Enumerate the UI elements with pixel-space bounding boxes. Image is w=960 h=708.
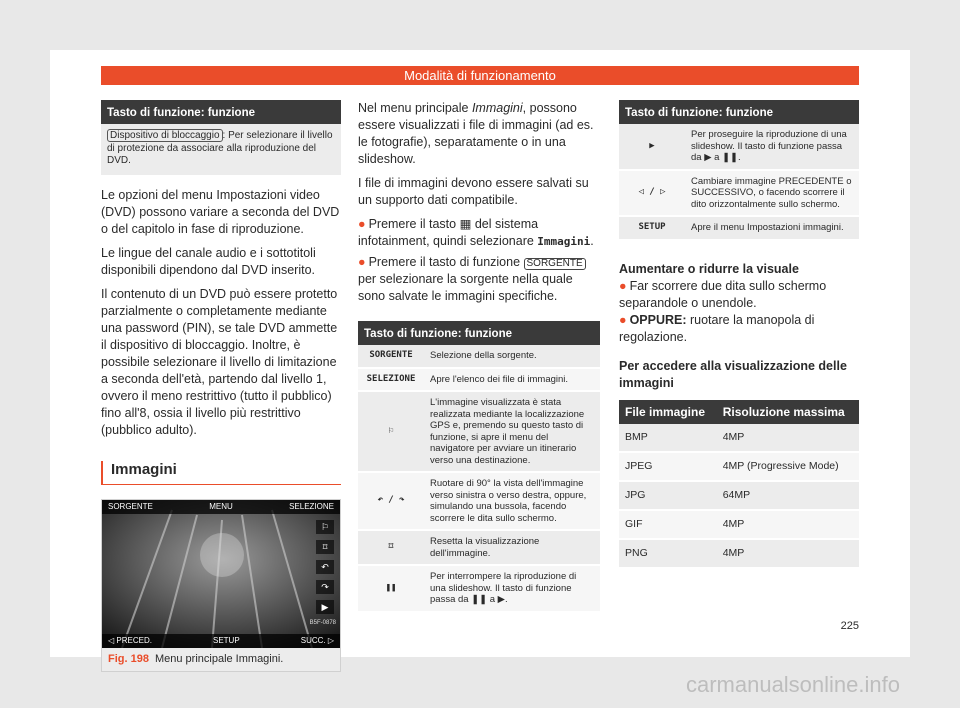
reset-view-icon[interactable]: ⌑	[316, 540, 334, 554]
function-description: Apre l'elenco dei file di immagini.	[424, 368, 600, 392]
function-key: ↶ / ↷	[358, 472, 424, 530]
screen-image	[102, 500, 340, 648]
figure-code: B5F-0878	[309, 619, 336, 626]
file-format-cell: JPEG	[619, 452, 717, 481]
screen-source-button[interactable]: SORGENTE	[108, 502, 153, 511]
page-number: 225	[840, 620, 859, 632]
text-bold: OPPURE:	[629, 312, 687, 327]
function-key-tag: Dispositivo di bloccaggio	[107, 129, 223, 142]
screen-top-bar	[102, 500, 340, 514]
function-description: Resetta la visualizzazione dell'immagine.	[424, 530, 600, 565]
bullet-icon: ●	[358, 255, 366, 269]
file-format-cell: GIF	[619, 510, 717, 539]
function-key: SETUP	[619, 216, 685, 240]
rotate-right-icon[interactable]: ↷	[316, 580, 334, 594]
paragraph: Le opzioni del menu Impostazioni video (DVD) possono variare a seconda del DVD o del capitolo in fase di riproduzione.	[101, 187, 340, 236]
text: Premere il tasto di funzione	[368, 255, 524, 269]
bullet-item	[619, 278, 859, 312]
resolution-table	[619, 400, 859, 569]
text: , possono essere visualizzati i file di immagini (ad es. le fotografie), separatamente o in una slideshow.	[358, 101, 594, 166]
file-format-cell: JPG	[619, 481, 717, 510]
play-icon[interactable]: ▶	[316, 600, 334, 614]
bullet-icon: ●	[358, 217, 366, 231]
bullet-item	[619, 312, 859, 346]
text: Premere il tasto ▦ del sistema infotainment, quindi selezionare	[358, 217, 539, 248]
figure-caption-text: Menu principale Immagini.	[154, 652, 284, 665]
resolution-cell: 4MP (Progressive Mode)	[717, 452, 859, 481]
table-row	[619, 216, 859, 240]
function-description: Cambiare immagine PRECEDENTE o SUCCESSIVO, o facendo scorrere il dito orizzontalmente sullo schermo.	[685, 170, 859, 217]
screen-side-buttons	[316, 520, 336, 614]
table-row	[358, 368, 600, 392]
table-row	[358, 565, 600, 612]
table-title: Tasto di funzione: funzione	[619, 100, 859, 124]
function-key: SELEZIONE	[358, 368, 424, 392]
resolution-cell: 4MP	[717, 424, 859, 452]
file-format-cell: PNG	[619, 539, 717, 568]
table-row	[358, 530, 600, 565]
text: per selezionare la sorgente nella quale sono salvate le immagini specifiche.	[358, 272, 573, 303]
column-header: Risoluzione massima	[717, 400, 859, 424]
screen-setup-button[interactable]: SETUP	[213, 636, 240, 645]
table-row	[619, 481, 859, 510]
bullet-icon: ●	[619, 312, 627, 327]
column-header: File immagine	[619, 400, 717, 424]
table-title: Tasto di funzione: funzione	[358, 321, 600, 345]
cathedral-photo	[102, 500, 340, 648]
screen-bottom-bar	[102, 634, 340, 648]
function-description: Apre il menu Impostazioni immagini.	[685, 216, 859, 240]
function-description: Selezione della sorgente.	[424, 345, 600, 368]
table-row	[619, 539, 859, 568]
watermark: carmanualsonline.info	[685, 672, 900, 697]
flag-icon[interactable]: ⚐	[316, 520, 334, 534]
column-middle	[358, 100, 600, 613]
function-description: Per proseguire la riproduzione di una slideshow. Il tasto di funzione passa da ▶ a ❚❚.	[685, 124, 859, 170]
function-key: ❚❚	[358, 565, 424, 612]
text: Far scorrere due dita sullo schermo separandole o unendole.	[619, 278, 827, 310]
file-format-cell: BMP	[619, 424, 717, 452]
table-row	[619, 424, 859, 452]
bullet-item	[358, 216, 600, 250]
figure-caption	[102, 648, 340, 671]
function-key-tag: SORGENTE	[524, 258, 586, 270]
function-note	[101, 124, 341, 175]
text: Nel menu principale	[358, 101, 472, 115]
table-row	[619, 170, 859, 217]
function-table	[358, 345, 600, 613]
text-italic: Immagini	[471, 101, 523, 115]
function-description: L'immagine visualizzata è stata realizzata mediante la localizzazione GPS e, premendo su questo tasto di funzione, si apre il menu del navigatore per avviare un itinerario verso una destinazione.	[424, 391, 600, 472]
figure	[101, 499, 341, 672]
paragraph: Il contenuto di un DVD può essere protetto parzialmente o completamente mediante una password (PIN), se tale DVD ammette il dispositivo di bloccaggio. Inoltre, è possibile selezionare il livello di limitazione a seconda dell'età, partendo dal livello 1, ovvero il meno restrittivo (tutto il pubblico) fino all'8, ossia il livello più restrittivo (pubblico adulto).	[101, 286, 338, 437]
screen-next-button[interactable]: SUCC. ▷	[300, 636, 334, 645]
function-key: SORGENTE	[358, 345, 424, 368]
function-key: ⚐	[358, 391, 424, 472]
bullet-icon: ●	[619, 278, 627, 293]
paragraph	[358, 100, 600, 168]
resolution-cell: 64MP	[717, 481, 859, 510]
figure-label: Fig. 198	[108, 652, 149, 665]
paragraph: Le lingue del canale audio e i sottotitoli disponibili dipendono dal DVD inserito.	[101, 245, 316, 277]
table-row	[358, 391, 600, 472]
table-title: Tasto di funzione: funzione	[101, 100, 341, 124]
chapter-header: Modalità di funzionamento	[101, 66, 859, 85]
table-row	[619, 124, 859, 170]
screen-selection-button[interactable]: SELEZIONE	[289, 502, 334, 511]
subheading: Aumentare o ridurre la visuale	[619, 261, 799, 276]
screen-prev-button[interactable]: ◁ PRECED.	[108, 636, 152, 645]
function-key: ⌑	[358, 530, 424, 565]
function-note-text: : Per selezionare il livello di protezione da associare alla riproduzione del DVD.	[107, 130, 333, 166]
bullet-item	[358, 254, 600, 305]
function-table	[619, 124, 859, 241]
resolution-cell: 4MP	[717, 510, 859, 539]
paragraph: I file di immagini devono essere salvati su un supporto dati compatibile.	[358, 176, 589, 207]
rotate-left-icon[interactable]: ↶	[316, 560, 334, 574]
table-row	[358, 345, 600, 368]
section-title: Immagini	[101, 461, 341, 485]
function-key: ◁ / ▷	[619, 170, 685, 217]
subheading: Per accedere alla visualizzazione delle immagini	[619, 358, 847, 390]
table-row	[619, 510, 859, 539]
text: ruotare la manopola di regolazione.	[619, 312, 815, 344]
table-row	[358, 472, 600, 530]
function-description: Per interrompere la riproduzione di una slideshow. Il tasto di funzione passa da ❚❚ a ▶.	[424, 565, 600, 612]
resolution-cell: 4MP	[717, 539, 859, 568]
column-right	[619, 100, 859, 569]
screen-menu-button[interactable]: MENU	[209, 502, 233, 511]
function-key: ▶	[619, 124, 685, 170]
table-row	[619, 452, 859, 481]
menu-item-name: Immagini	[537, 235, 591, 248]
text: .	[590, 234, 594, 248]
column-left	[101, 100, 341, 672]
function-description: Ruotare di 90° la vista dell'immagine verso sinistra o verso destra, oppure, simulando una bussola, facendo scorrere le dita sullo schermo.	[424, 472, 600, 530]
